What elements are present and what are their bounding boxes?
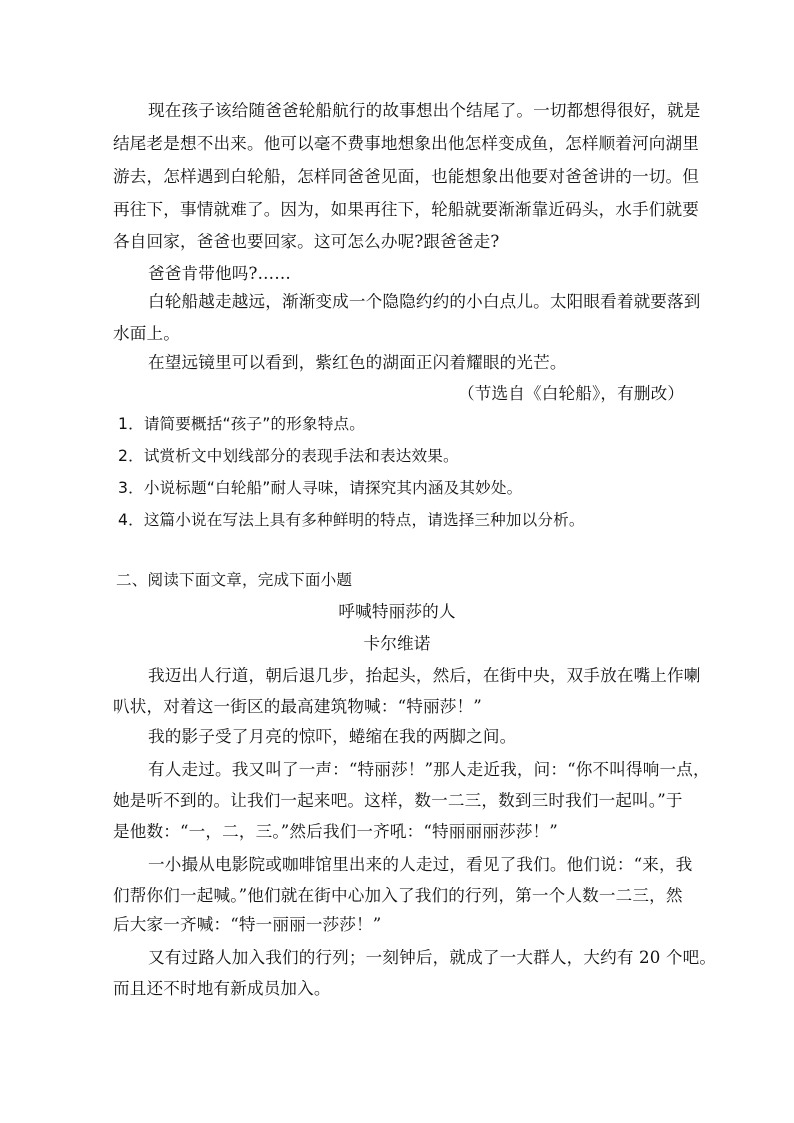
section2-author: 卡尔维诺 <box>363 634 431 653</box>
section2-story-title: 呼喊特丽莎的人 <box>338 602 456 621</box>
passage1-paragraph4: 在望远镜里可以看到，紫红色的湖面正闪着耀眼的光芒。 <box>148 353 567 372</box>
passage1-paragraph3-line2: 水面上。 <box>113 324 180 343</box>
passage1-paragraph2: 爸爸肯带他吗?…… <box>148 264 291 283</box>
section2-line-4: 有人走过。我又叫了一声：“特丽莎！”那人走近我，问：“你不叫得响一点， <box>148 760 710 779</box>
section2-line-8: 们帮你们一起喊。”他们就在街中心加入了我们的行列，第一个人数一二三，然 <box>113 886 683 905</box>
passage1-paragraph1-line1: 现在孩子该给随爸爸轮船航行的故事想出个结尾了。一切都想得很好，就是 <box>148 101 701 120</box>
passage1-source: （节选自《白轮船》，有删改） <box>458 384 685 403</box>
passage1-paragraph1-line5: 各自回家，爸爸也要回家。这可怎么办呢?跟爸爸走? <box>113 232 500 251</box>
question-1: 1．请简要概括“孩子”的形象特点。 <box>118 415 365 433</box>
question-4: 4．这篇小说在写法上具有多种鲜明的特点，请选择三种加以分析。 <box>118 511 585 529</box>
section2-heading: 二、阅读下面文章，完成下面小题 <box>116 571 353 589</box>
section2-line-2: 叭状，对着这一街区的最高建筑物喊：“特丽莎！” <box>113 697 482 716</box>
section2-line-10: 又有过路人加入我们的行列；一刻钟后，就成了一大群人，大约有 20 个吧。 <box>148 948 717 967</box>
section2-line-11: 而且还不时地有新成员加入。 <box>113 979 331 998</box>
passage1-paragraph1-line4: 再往下，事情就难了。因为，如果再往下，轮船就要渐渐靠近码头，水手们就要 <box>113 200 700 219</box>
section2-line-3: 我的影子受了月亮的惊吓，蜷缩在我的两脚之间。 <box>148 727 517 746</box>
section2-line-1: 我迈出人行道，朝后退几步，抬起头，然后，在街中央，双手放在嘴上作喇 <box>148 666 701 685</box>
passage1-paragraph1-line3: 游去，怎样遇到白轮船，怎样同爸爸见面，也能想象出他要对爸爸讲的一切。但 <box>113 167 700 186</box>
section2-line-5: 她是听不到的。让我们一起来吧。这样，数一二三，数到三时我们一起叫。”于 <box>113 791 683 810</box>
section2-line-9: 后大家一齐喊：“特一丽丽一莎莎！” <box>113 915 382 934</box>
passage1-paragraph3-line1: 白轮船越走越远，渐渐变成一个隐隐约约的小白点儿。太阳眼看着就要落到 <box>148 292 701 311</box>
section2-line-7: 一小撮从电影院或咖啡馆里出来的人走过，看见了我们。他们说：“来，我 <box>148 855 693 874</box>
question-2: 2．试赏析文中划线部分的表现手法和表达效果。 <box>118 447 459 465</box>
question-3: 3．小说标题“白轮船”耐人寻味，请探究其内涵及其妙处。 <box>118 479 523 497</box>
section2-line-6: 是他数：“一，二，三。”然后我们一齐吼：“特丽丽丽莎莎！” <box>113 822 558 841</box>
passage1-paragraph1-line2: 结尾老是想不出来。他可以毫不费事地想象出他怎样变成鱼，怎样顺着河向湖里 <box>113 134 700 153</box>
